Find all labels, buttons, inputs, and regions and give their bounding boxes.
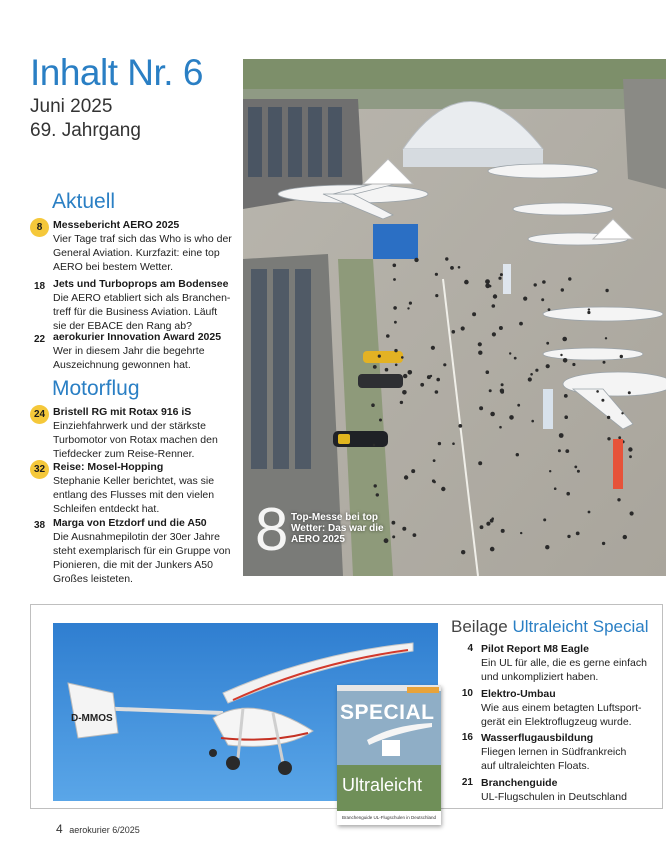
- entry-headline: Branchenguide: [481, 777, 558, 789]
- toc-entry[interactable]: [451, 687, 656, 729]
- entry-headline: Bristell RG mit Rotax 916 iS: [53, 406, 192, 418]
- section-heading-motorflug: Motorflug: [52, 377, 140, 400]
- caption-text: Top-Messe bei top Wetter: Das war die AERO 2025: [291, 512, 384, 545]
- photo-caption[interactable]: [255, 496, 455, 566]
- entry-body: Die AERO etabliert sich als Branchen- treff für die Business Aviation. Läuft sie der EBACE den Rang ab?: [53, 292, 231, 332]
- entry-body: Wie aus einem betagten Luftsport- gerät ein Elektroflugzeug wurde.: [481, 702, 642, 728]
- entry-headline: Wasserflugausbildung: [481, 732, 594, 744]
- entry-headline: Pilot Report M8 Eagle: [481, 643, 589, 655]
- issue-volume: 69. Jahrgang: [30, 120, 141, 141]
- caption-page-number: 8: [255, 496, 289, 563]
- entry-body: Ein UL für alle, die es gerne einfach und unkompliziert haben.: [481, 657, 647, 683]
- entry-body: Fliegen lernen in Südfrankreich auf ultraleichten Floats.: [481, 746, 627, 772]
- footer-page-number: 4: [56, 822, 63, 836]
- entry-body: Wer in diesem Jahr die begehrte Auszeichnung gewonnen hat.: [53, 345, 205, 371]
- page-number: 18: [33, 281, 46, 292]
- cover-title: Ultraleicht: [342, 775, 423, 795]
- page-number: 10: [461, 688, 473, 699]
- entry-body: Einziehfahrwerk und der stärkste Turbomotor von Rotax machen den Tiefdecker zum Reise-Renner.: [53, 420, 218, 460]
- footer-magazine: aerokurier 6/2025: [69, 825, 140, 835]
- supplement-title-highlight: Ultraleicht Special: [512, 617, 649, 636]
- toc-entry[interactable]: [30, 218, 242, 274]
- supplement-cover[interactable]: [337, 685, 441, 825]
- toc-entry[interactable]: [30, 516, 242, 586]
- supplement-box: [30, 604, 663, 820]
- issue-date: Juni 2025: [30, 96, 113, 117]
- page-number: 16: [461, 732, 473, 743]
- supplement-title-prefix: Beilage: [451, 617, 508, 636]
- page-number: 22: [33, 334, 46, 345]
- page-number: 4: [467, 643, 473, 654]
- page-badge: 8: [30, 218, 49, 237]
- page-title: Inhalt Nr. 6: [30, 52, 203, 93]
- contents-header: [30, 52, 240, 142]
- glider-registration: D-MMOS: [71, 713, 113, 724]
- section-heading-aktuell: Aktuell: [52, 190, 116, 213]
- toc-entry[interactable]: [30, 330, 242, 372]
- toc-entry[interactable]: [30, 460, 242, 516]
- entry-body: UL-Flugschulen in Deutschland: [481, 791, 627, 803]
- entry-headline: Marga von Etzdorf und die A50: [53, 517, 207, 529]
- page-footer: [56, 822, 140, 836]
- toc-entry[interactable]: [30, 405, 242, 461]
- entry-body: Die Ausnahmepilotin der 30er Jahre steht exemplarisch für ein Gruppe von Pionieren, die mit der Junkers A50 Großes leisteten.: [53, 531, 231, 585]
- toc-entry[interactable]: [30, 277, 242, 333]
- page-badge: 32: [30, 460, 49, 479]
- aero-fair-photo[interactable]: [243, 59, 666, 576]
- page-number: 21: [461, 777, 473, 788]
- cover-special: SPECIAL: [340, 701, 435, 724]
- entry-headline: Elektro-Umbau: [481, 688, 556, 700]
- entry-body: Stephanie Keller berichtet, was sie entlang des Flusses mit den vielen Schleifen entdeckt hat.: [53, 475, 215, 515]
- entry-headline: aerokurier Innovation Award 2025: [53, 331, 222, 343]
- toc-entry[interactable]: [451, 776, 656, 804]
- cover-bottom-line: Branchenguide UL-Flugschulen in Deutschland: [341, 815, 437, 820]
- supplement-title: [451, 617, 649, 637]
- page-number: 38: [33, 520, 46, 531]
- entry-headline: Reise: Mosel-Hopping: [53, 461, 164, 473]
- entry-headline: Messebericht AERO 2025: [53, 219, 180, 231]
- entry-headline: Jets und Turboprops am Bodensee: [53, 278, 229, 290]
- entry-body: Vier Tage traf sich das Who is who der General Aviation. Kurzfazit: eine top AERO bei bestem Wetter.: [53, 233, 232, 273]
- toc-entry[interactable]: [451, 642, 656, 684]
- page-badge: 24: [30, 405, 49, 424]
- toc-entry[interactable]: [451, 731, 656, 773]
